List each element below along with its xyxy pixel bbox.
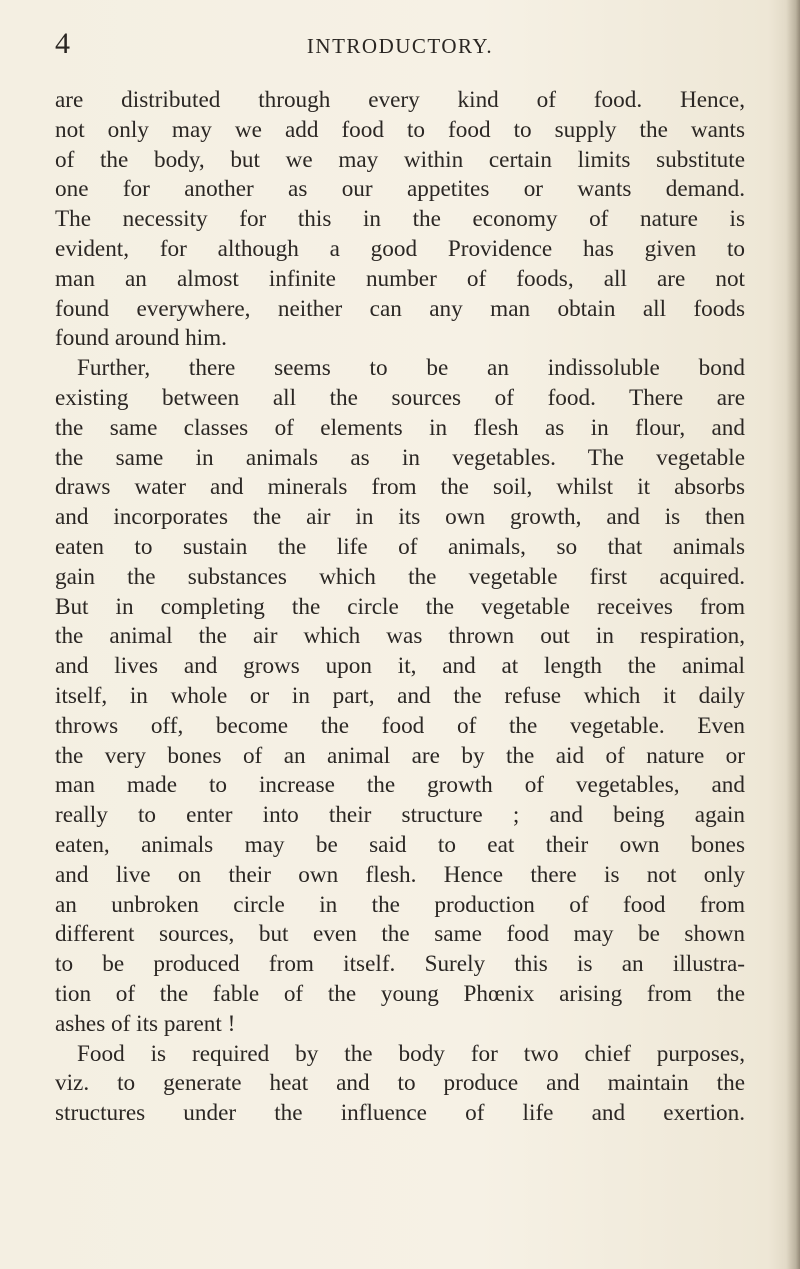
text-line: different sources, but even the same food may be shown — [55, 921, 745, 948]
text-line: itself, in whole or in part, and the refuse which it daily — [55, 682, 745, 709]
text-line: and lives and grows upon it, and at length the animal — [55, 653, 745, 680]
text-line: eaten, animals may be said to eat their own bones — [55, 831, 745, 858]
text-line: man made to increase the growth of vegetables, and — [55, 772, 745, 799]
text-line: man an almost infinite number of foods, all are not — [55, 265, 745, 292]
running-head: INTRODUCTORY. — [306, 34, 494, 58]
text-line: existing between all the sources of food. There are — [55, 384, 745, 411]
text-line: eaten to sustain the life of animals, so that animals — [55, 533, 745, 560]
page-number: 4 — [55, 27, 70, 60]
text-line: one for another as our appetites or wants demand. — [55, 176, 745, 203]
text-line: the very bones of an animal are by the aid of nature or — [55, 742, 745, 769]
page-edge-shadow — [786, 0, 800, 1269]
text-line: found around him. — [55, 325, 227, 352]
text-line: throws off, become the food of the vegetable. Even — [55, 712, 745, 739]
text-line: really to enter into their structure ; and being again — [55, 802, 745, 829]
text-line: viz. to generate heat and to produce and maintain the — [55, 1070, 745, 1097]
text-line: structures under the influence of life and exertion. — [55, 1100, 745, 1127]
text-line: are distributed through every kind of food. Hence, — [55, 87, 745, 113]
page-header — [55, 24, 745, 64]
text-line: an unbroken circle in the production of food from — [55, 891, 745, 918]
text-line: not only may we add food to food to supply the wants — [55, 116, 745, 143]
text-line: evident, for although a good Providence has given to — [55, 235, 745, 262]
text-line: The necessity for this in the economy of nature is — [55, 206, 745, 233]
text-line: the animal the air which was thrown out in respiration, — [55, 623, 745, 650]
text-line: ashes of its parent ! — [55, 1010, 236, 1037]
text-line: tion of the fable of the young Phœnix arising from the — [55, 980, 745, 1007]
text-line: Food is required by the body for two chief purposes, — [77, 1040, 745, 1067]
text-line: to be produced from itself. Surely this is an illustra- — [55, 951, 745, 978]
text-line: and incorporates the air in its own growth, and is then — [55, 504, 745, 531]
text-line: draws water and minerals from the soil, whilst it absorbs — [55, 474, 745, 501]
text-line: Further, there seems to be an indissoluble bond — [77, 355, 745, 382]
text-line: and live on their own flesh. Hence there is not only — [55, 861, 745, 888]
text-line: gain the substances which the vegetable first acquired. — [55, 563, 745, 590]
text-line: of the body, but we may within certain limits substitute — [55, 146, 745, 173]
text-line: But in completing the circle the vegetable receives from — [55, 593, 745, 620]
body-text — [55, 86, 745, 1129]
text-line: found everywhere, neither can any man obtain all foods — [55, 295, 745, 322]
text-line: the same in animals as in vegetables. The vegetable — [55, 444, 745, 471]
text-line: the same classes of elements in flesh as in flour, and — [55, 414, 745, 441]
